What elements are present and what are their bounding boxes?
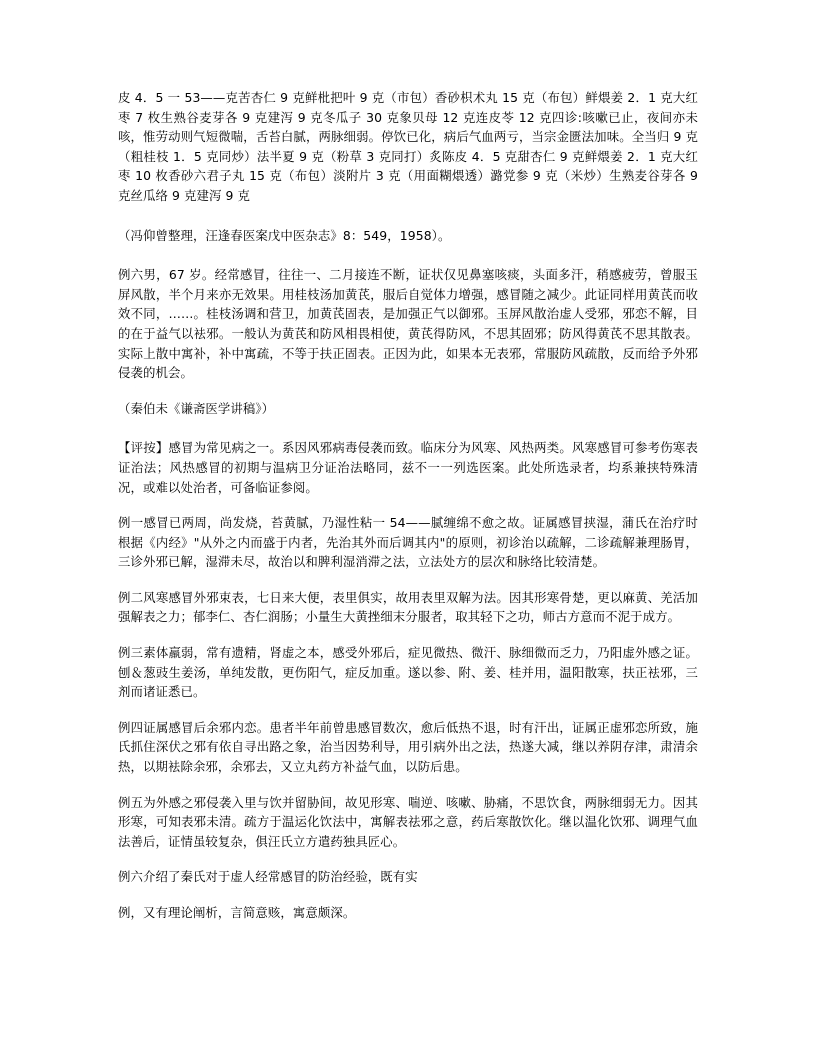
paragraph-commentary-case-6: 例六介绍了秦氏对于虚人经常感冒的防治经验，既有实 xyxy=(118,869,418,885)
paragraph-prescription-list: 皮 4．5 一 53——克苦杏仁 9 克鲜枇把叶 9 克（市包）香砂枳术丸 15 克（布包）鲜煨姜 2．1 克大红枣 7 枚生熟谷麦芽各 9 克建泻 9 克冬瓜子 30 克象贝母 12 克连皮苓 12 克四诊:咳嗽已止，夜间亦未咳，惟劳动则气短微喘，舌苔白腻，两脉细弱。停饮已化，病后气血两亏，当宗金匮法加味。全当归 9 克（粗桂枝 1．5 克同炒）法半夏 9 克（粉草 3 克同打）炙陈皮 4．5 克甜杏仁 9 克鲜煨姜 2．1 克大红枣 10 枚香砂六君子丸 15 克（布包）淡附片 3 克（用面糊煨透）潞党参 9 克（米炒）生熟麦谷芽各 9 克丝瓜络 9 克建泻 9 克 xyxy=(118,90,698,203)
paragraph-source-citation-2: （秦伯未《谦斋医学讲稿》） xyxy=(118,400,275,416)
paragraph-commentary-case-1: 例一感冒已两周，尚发烧，苔黄腻，乃湿性粘一 54——腻缠绵不愈之故。证属感冒挟湿，蒲氏在治疗时根据《内经》"从外之内而盛于内者，先治其外而后调其内"的原则，初诊治以疏解，二诊疏解兼理肠胃，三诊外邪已解，湿滞未尽，故治以和脾利湿消滞之法，立法处方的层次和脉络比较清楚。 xyxy=(118,515,698,570)
paragraph-commentary-case-4: 例四证属感冒后余邪内恋。患者半年前曾患感冒数次，愈后低热不退，时有汗出，证属正虚邪恋所致，施氏抓住深伏之邪有依自寻出路之象，治当因势利导，用引病外出之法，热遂大减，继以养阴存津，肃清余热，以期袪除余邪，余邪去，又立丸药方补益气血，以防后患。 xyxy=(118,719,698,775)
paragraph-case-six: 例六男，67 岁。经常感冒，往往一、二月接连不断，证状仅见鼻塞咳痰，头面多汗，稍感疲劳，曾服玉屏风散，半个月来亦无效果。用桂枝汤加黄芪，服后自觉体力增强，感冒随之减少。此证同样用黄芪而收效不同，……。桂枝汤调和营卫，加黄芪固表，是加强正气以御邪。玉屏风散治虚人受邪，邪恋不解，目的在于益气以袪邪。一般认为黄芪和防风相畏相使，黄芪得防风，不思其固邪；防风得黄芪不思其散表。实际上散中寓补，补中寓疏，不等于扶正固表。正因为此，如果本无表邪，常服防风疏散，反而给予外邪侵袭的机会。 xyxy=(118,267,698,381)
paragraph-commentary-case-6-continued: 例，又有理论阐析，言简意赅，寓意颇深。 xyxy=(118,905,356,920)
paragraph-commentary-case-3: 例三素体羸弱，常有遗精，肾虚之本，感受外邪后，症见微热、微汗、脉细微而乏力，乃阳虚外感之证。刨＆葱豉生姜汤，单纯发散，更伤阳气，症反加重。遂以参、附、姜、桂并用，温阳散寒，扶正袪邪，三剂而诸证悉已。 xyxy=(118,645,698,700)
paragraph-source-citation-1: （冯仰曾整理，汪逢春医案戊中医杂志》8：549，1958）。 xyxy=(118,227,451,243)
paragraph-commentary-case-2: 例二风寒感冒外邪束表，七日来大便，表里俱实，故用表里双解为法。因其形寒骨楚，更以麻黄、羌活加强解表之力；郁李仁、杏仁润肠；小量生大黄挫细末分服者，取其轻下之功，师古方意而不泥于成方。 xyxy=(118,589,698,625)
paragraph-commentary-intro: 【评按】感冒为常见病之一。系因风邪病毒侵袭而致。临床分为风寒、风热两类。风寒感冒可参考伤寒表证治法；风热感冒的初期与温病卫分证治法略同，兹不一一列选医案。此处所选录者，均系兼挟特殊清况，或难以处治者，可备临证参阅。 xyxy=(118,440,698,495)
paragraph-commentary-case-5: 例五为外感之邪侵袭入里与饮并留胁间，故见形寒、喘逆、咳嗽、胁痛，不思饮食，两脉细弱无力。因其形寒，可知表邪未清。疏方于温运化饮法中，寓解表祛邪之意，药后寒散饮化。继以温化饮邪、调理气血法善后，证情虽较复杂，俱汪氏立方遣药独具匠心。 xyxy=(118,794,698,849)
document-body xyxy=(118,88,698,923)
